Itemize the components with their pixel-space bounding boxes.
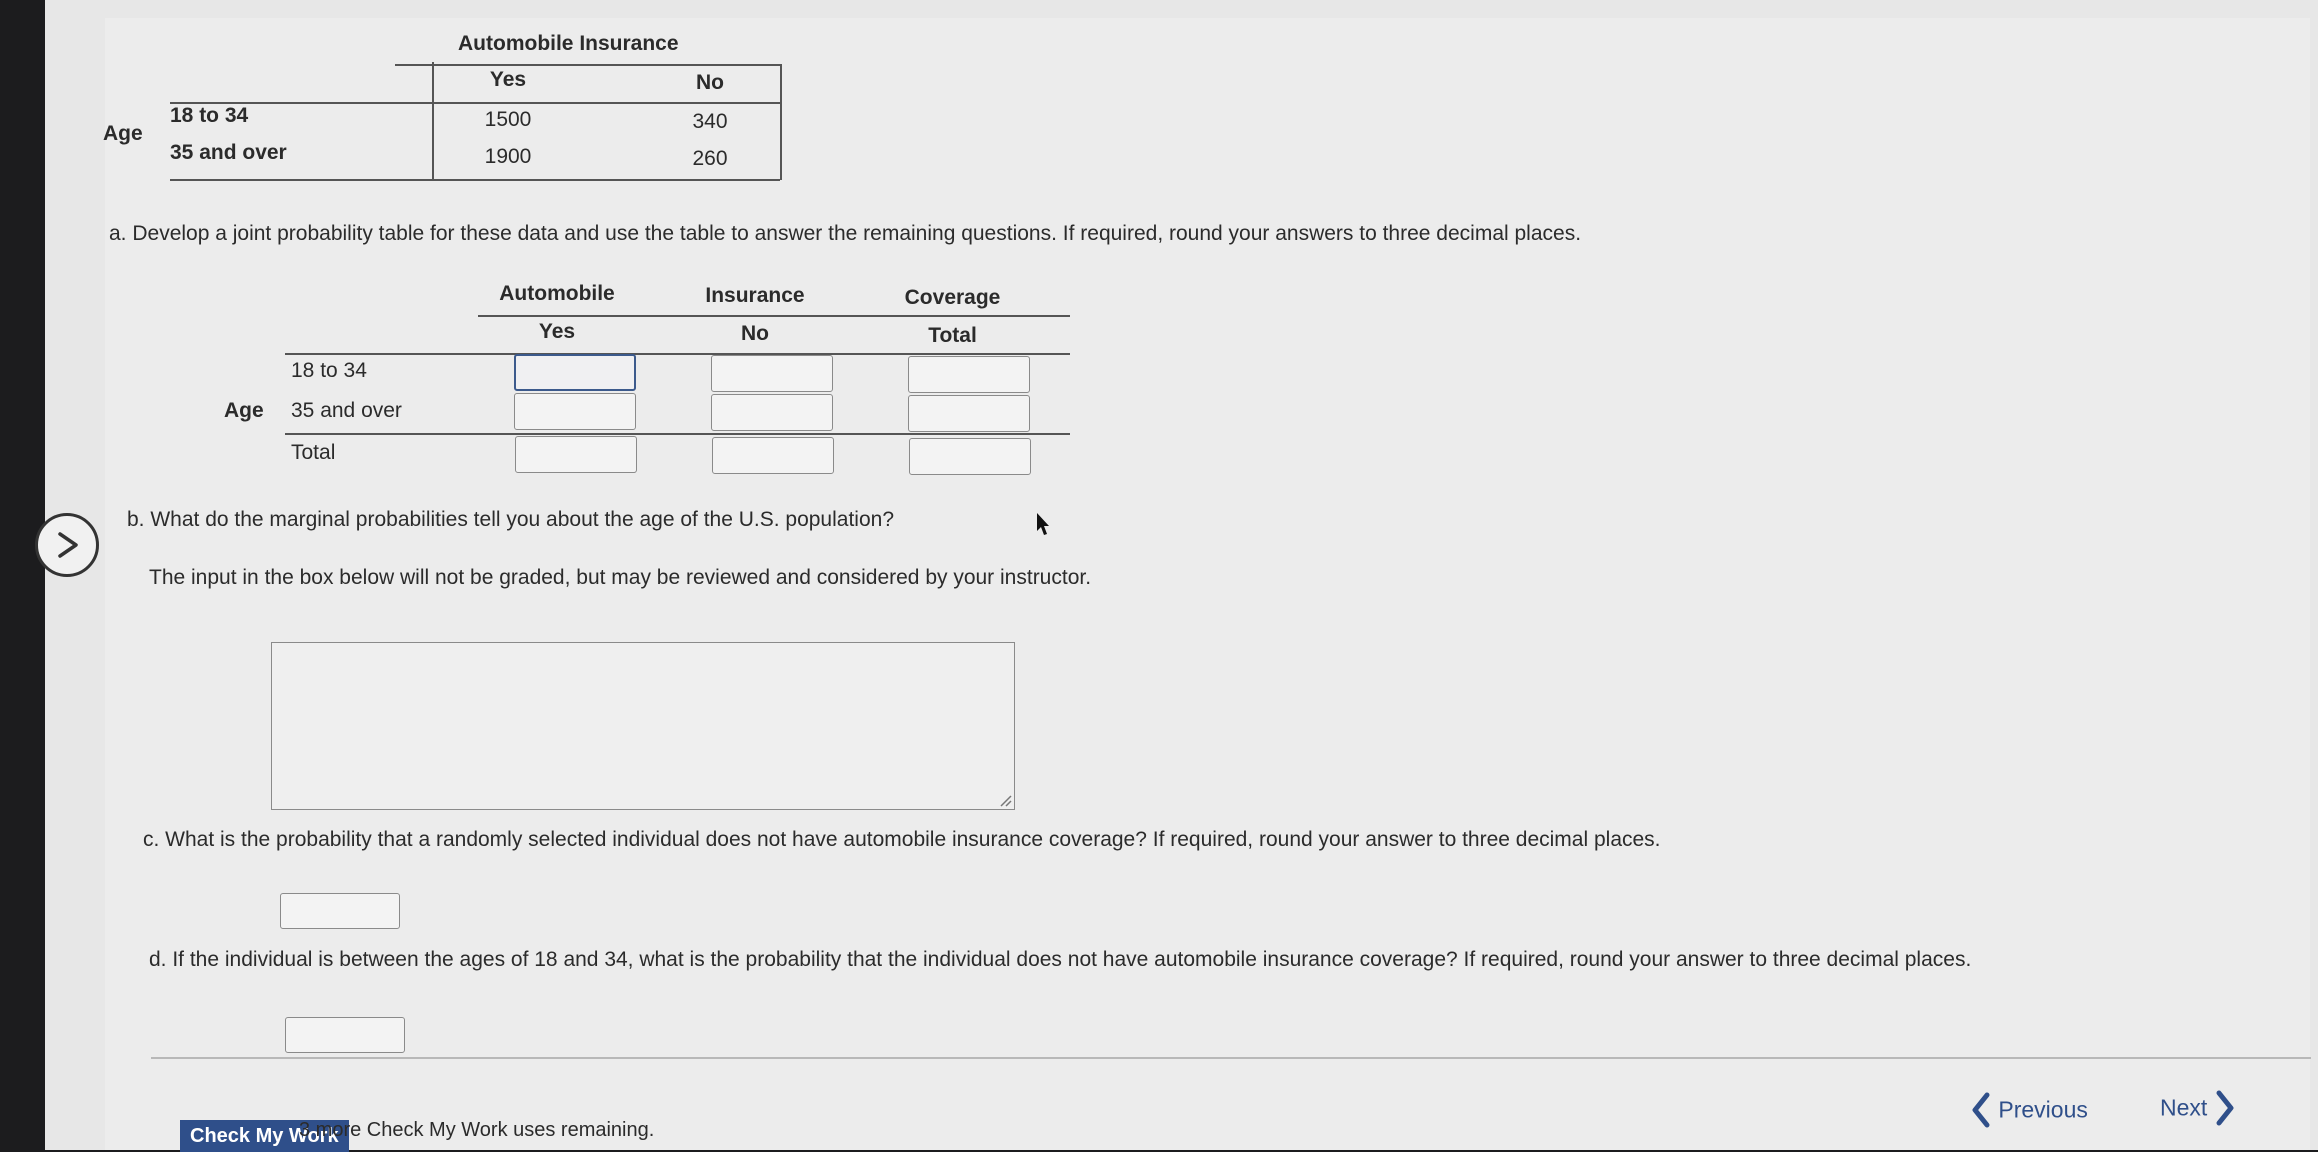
joint-table-total-rule	[285, 433, 1070, 435]
previous-button[interactable]	[1970, 1092, 2088, 1128]
data-table-col-no: No	[696, 71, 724, 94]
joint-table-row-label: Total	[291, 441, 336, 464]
joint-table-top-rule	[478, 315, 1070, 317]
joint-table-age-label: Age	[224, 399, 264, 422]
joint-table-input-18to34-yes[interactable]	[514, 354, 636, 391]
question-c-answer-input[interactable]	[280, 893, 400, 929]
joint-table-header-coverage: Coverage	[904, 286, 1001, 309]
expand-toggle-button[interactable]	[35, 513, 99, 577]
check-remaining-text: 3 more Check My Work uses remaining.	[299, 1119, 655, 1141]
joint-table-input-18to34-no[interactable]	[711, 355, 833, 392]
footer-divider	[151, 1057, 2311, 1059]
chevron-left-icon	[1970, 1092, 1992, 1128]
data-table-header-rule	[170, 102, 780, 104]
joint-table-input-18to34-total[interactable]	[908, 356, 1030, 393]
joint-table-col-yes: Yes	[538, 320, 576, 343]
resize-grip-icon[interactable]	[998, 793, 1012, 807]
chevron-right-icon	[54, 530, 82, 560]
question-d-text: d. If the individual is between the ages of 18 and 34, what is the probability that the individual does not have automobile insurance coverage? If required, round your answer to three decimal places.	[149, 948, 1972, 971]
joint-table-row-label: 18 to 34	[291, 359, 367, 382]
next-label: Next	[2160, 1094, 2208, 1121]
previous-label: Previous	[1998, 1096, 2088, 1123]
joint-table-col-no: No	[741, 322, 769, 345]
joint-table-input-35over-total[interactable]	[908, 395, 1030, 432]
data-table-col-yes: Yes	[489, 68, 527, 91]
joint-table-header-insurance: Insurance	[705, 284, 805, 307]
joint-table-input-total-no[interactable]	[712, 437, 834, 474]
question-c-text: c. What is the probability that a randomly selected individual does not have automobile insurance coverage? If required, round your answer to three decimal places.	[143, 828, 1661, 851]
joint-table-input-35over-yes[interactable]	[514, 393, 636, 430]
check-my-work-button[interactable]: Check My Work	[180, 1120, 349, 1152]
data-table-divider	[432, 62, 434, 180]
data-table-cell: 340	[692, 110, 728, 133]
joint-table-row-label: 35 and over	[291, 399, 402, 422]
data-table-row-label: 18 to 34	[170, 104, 249, 127]
assignment-page	[105, 18, 2310, 1150]
data-table-age-label: Age	[103, 122, 143, 145]
data-table-top-rule	[395, 64, 780, 66]
joint-table-header-automobile: Automobile	[499, 282, 615, 305]
data-table-cell: 1500	[484, 108, 532, 131]
question-b-text: b. What do the marginal probabilities tell you about the age of the U.S. population?	[127, 508, 894, 531]
question-a-text: a. Develop a joint probability table for these data and use the table to answer the remaining questions. If required, round your answers to three decimal places.	[109, 222, 1582, 245]
chevron-right-icon	[2214, 1090, 2236, 1126]
data-table-bottom-rule	[170, 179, 780, 181]
next-button[interactable]	[2160, 1090, 2236, 1126]
data-table-cell: 260	[692, 147, 728, 170]
question-d-answer-input[interactable]	[285, 1017, 405, 1053]
question-b-answer-textarea[interactable]	[271, 642, 1015, 810]
data-table-group-header: Automobile Insurance	[458, 32, 679, 55]
question-b-note: The input in the box below will not be graded, but may be reviewed and considered by your instructor.	[149, 566, 1092, 589]
data-table-row-label: 35 and over	[170, 141, 287, 164]
joint-table-header-rule	[285, 353, 1070, 355]
joint-table-input-35over-no[interactable]	[711, 394, 833, 431]
mouse-cursor-icon	[1035, 512, 1051, 538]
joint-table-input-total-yes[interactable]	[515, 436, 637, 473]
joint-table-col-total: Total	[928, 324, 977, 347]
joint-table-input-total-total[interactable]	[909, 438, 1031, 475]
data-table-right-edge	[780, 64, 782, 180]
data-table-cell: 1900	[484, 145, 532, 168]
screen	[45, 0, 2318, 1150]
